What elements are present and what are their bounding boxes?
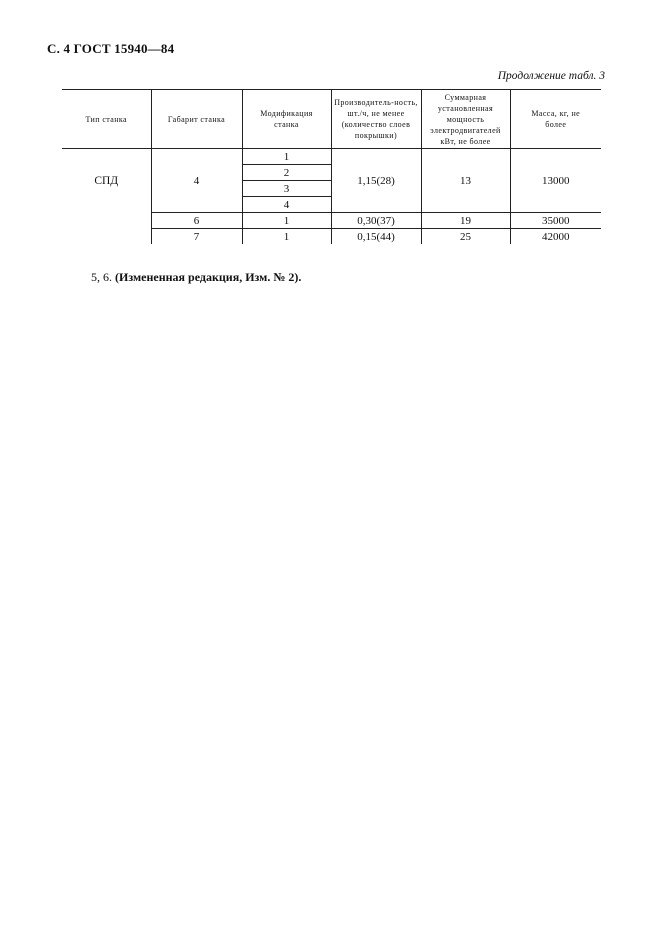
cell-type-empty [62, 213, 151, 229]
table-continuation-label: Продолжение табл. 3 [497, 70, 605, 82]
cell-power: 25 [421, 229, 510, 245]
cell-productivity: 0,15(44) [331, 229, 421, 245]
specs-table [62, 89, 601, 244]
col-header-modification: Модификация станка [242, 90, 331, 149]
cell-modification: 3 [242, 181, 331, 197]
amendment-note [91, 270, 301, 285]
table-header-row [62, 90, 601, 149]
cell-type-empty [62, 229, 151, 245]
note-prefix: 5, 6. [91, 270, 115, 284]
col-header-type: Тип станка [62, 90, 151, 149]
cell-mass: 42000 [510, 229, 601, 245]
page-title: С. 4 ГОСТ 15940—84 [47, 41, 175, 56]
cell-power: 19 [421, 213, 510, 229]
col-header-productivity: Производитель-ность, шт./ч, не менее (количество слоев покрышки) [331, 90, 421, 149]
cell-size: 7 [151, 229, 242, 245]
cell-mass: 13000 [510, 149, 601, 213]
col-header-size: Габарит станка [151, 90, 242, 149]
cell-size: 4 [151, 149, 242, 213]
note-amendment: (Измененная редакция, Изм. № 2). [115, 270, 302, 284]
cell-modification: 4 [242, 197, 331, 213]
table-row [62, 213, 601, 229]
cell-modification: 1 [242, 229, 331, 245]
cell-type: СПД [62, 149, 151, 213]
cell-productivity: 0,30(37) [331, 213, 421, 229]
cell-modification: 1 [242, 149, 331, 165]
cell-modification: 1 [242, 213, 331, 229]
col-header-power: Суммарная установленная мощность электродвигателей кВт, не более [421, 90, 510, 149]
table-row [62, 149, 601, 165]
cell-size: 6 [151, 213, 242, 229]
col-header-mass: Масса, кг, не более [510, 90, 601, 149]
cell-mass: 35000 [510, 213, 601, 229]
cell-modification: 2 [242, 165, 331, 181]
cell-power: 13 [421, 149, 510, 213]
cell-productivity: 1,15(28) [331, 149, 421, 213]
table-row [62, 229, 601, 245]
